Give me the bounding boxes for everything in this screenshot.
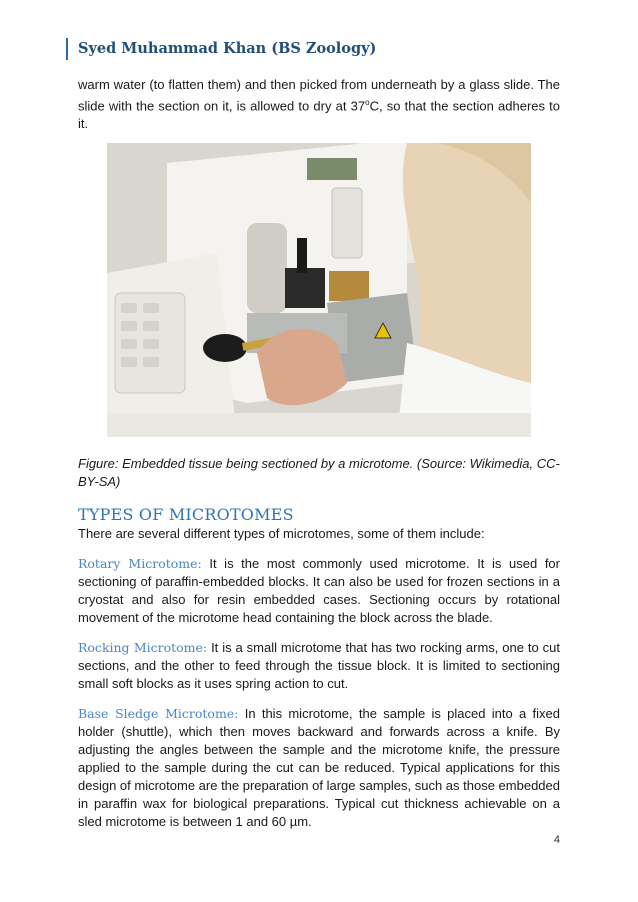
figure-caption: Figure: Embedded tissue being sectioned by a microtome. (Source: Wikimedia, CC-BY-SA) bbox=[78, 456, 560, 490]
term-label: Rocking Microtome: bbox=[78, 640, 208, 656]
running-header: Syed Muhammad Khan (BS Zoology) bbox=[66, 38, 376, 60]
term-label: Rotary Microtome: bbox=[78, 556, 202, 572]
page-content bbox=[78, 76, 560, 831]
list-item: Rotary Microtome: It is the most commonly used microtome. It is used for sectioning of paraffin-embedded blocks. It can also be used for frozen sections in a cryostat and also for resin embedded cases. Sectioning occurs by rotational movement of the microtome head containing the block across the blade. bbox=[78, 556, 560, 626]
list-item: Base Sledge Microtome: In this microtome, the sample is placed into a fixed holder (shuttle), which then moves backward and forwards across a knife. By adjusting the angles between the sample and the microtome knife, the pressure applied to the sample during the cut can be reduced. Typical applications for this design of microtome are the preparation of large samples, such as those embedded in paraffin wax for biological preparations. Typical cut thickness achievable on a sled microtome is between 1 and 60 µm. bbox=[78, 706, 560, 830]
page-number: 4 bbox=[553, 834, 560, 846]
intro-paragraph: warm water (to flatten them) and then picked from underneath by a glass slide. The slide with the section on it, is allowed to dry at 37$^o$C, so that the section adheres to it. bbox=[78, 77, 561, 132]
section-intro: There are several different types of microtomes, some of them include: bbox=[78, 526, 485, 542]
list-item: Rocking Microtome: It is a small microtome that has two rocking arms, one to cut sections, and the other to feed through the tissue block. It is limited to sectioning small soft blocks as it uses spring action to cut. bbox=[78, 640, 560, 692]
term-label: Base Sledge Microtome: bbox=[78, 706, 239, 722]
section-heading: TYPES OF MICROTOMES bbox=[78, 505, 294, 525]
microtome-photo bbox=[107, 143, 531, 437]
